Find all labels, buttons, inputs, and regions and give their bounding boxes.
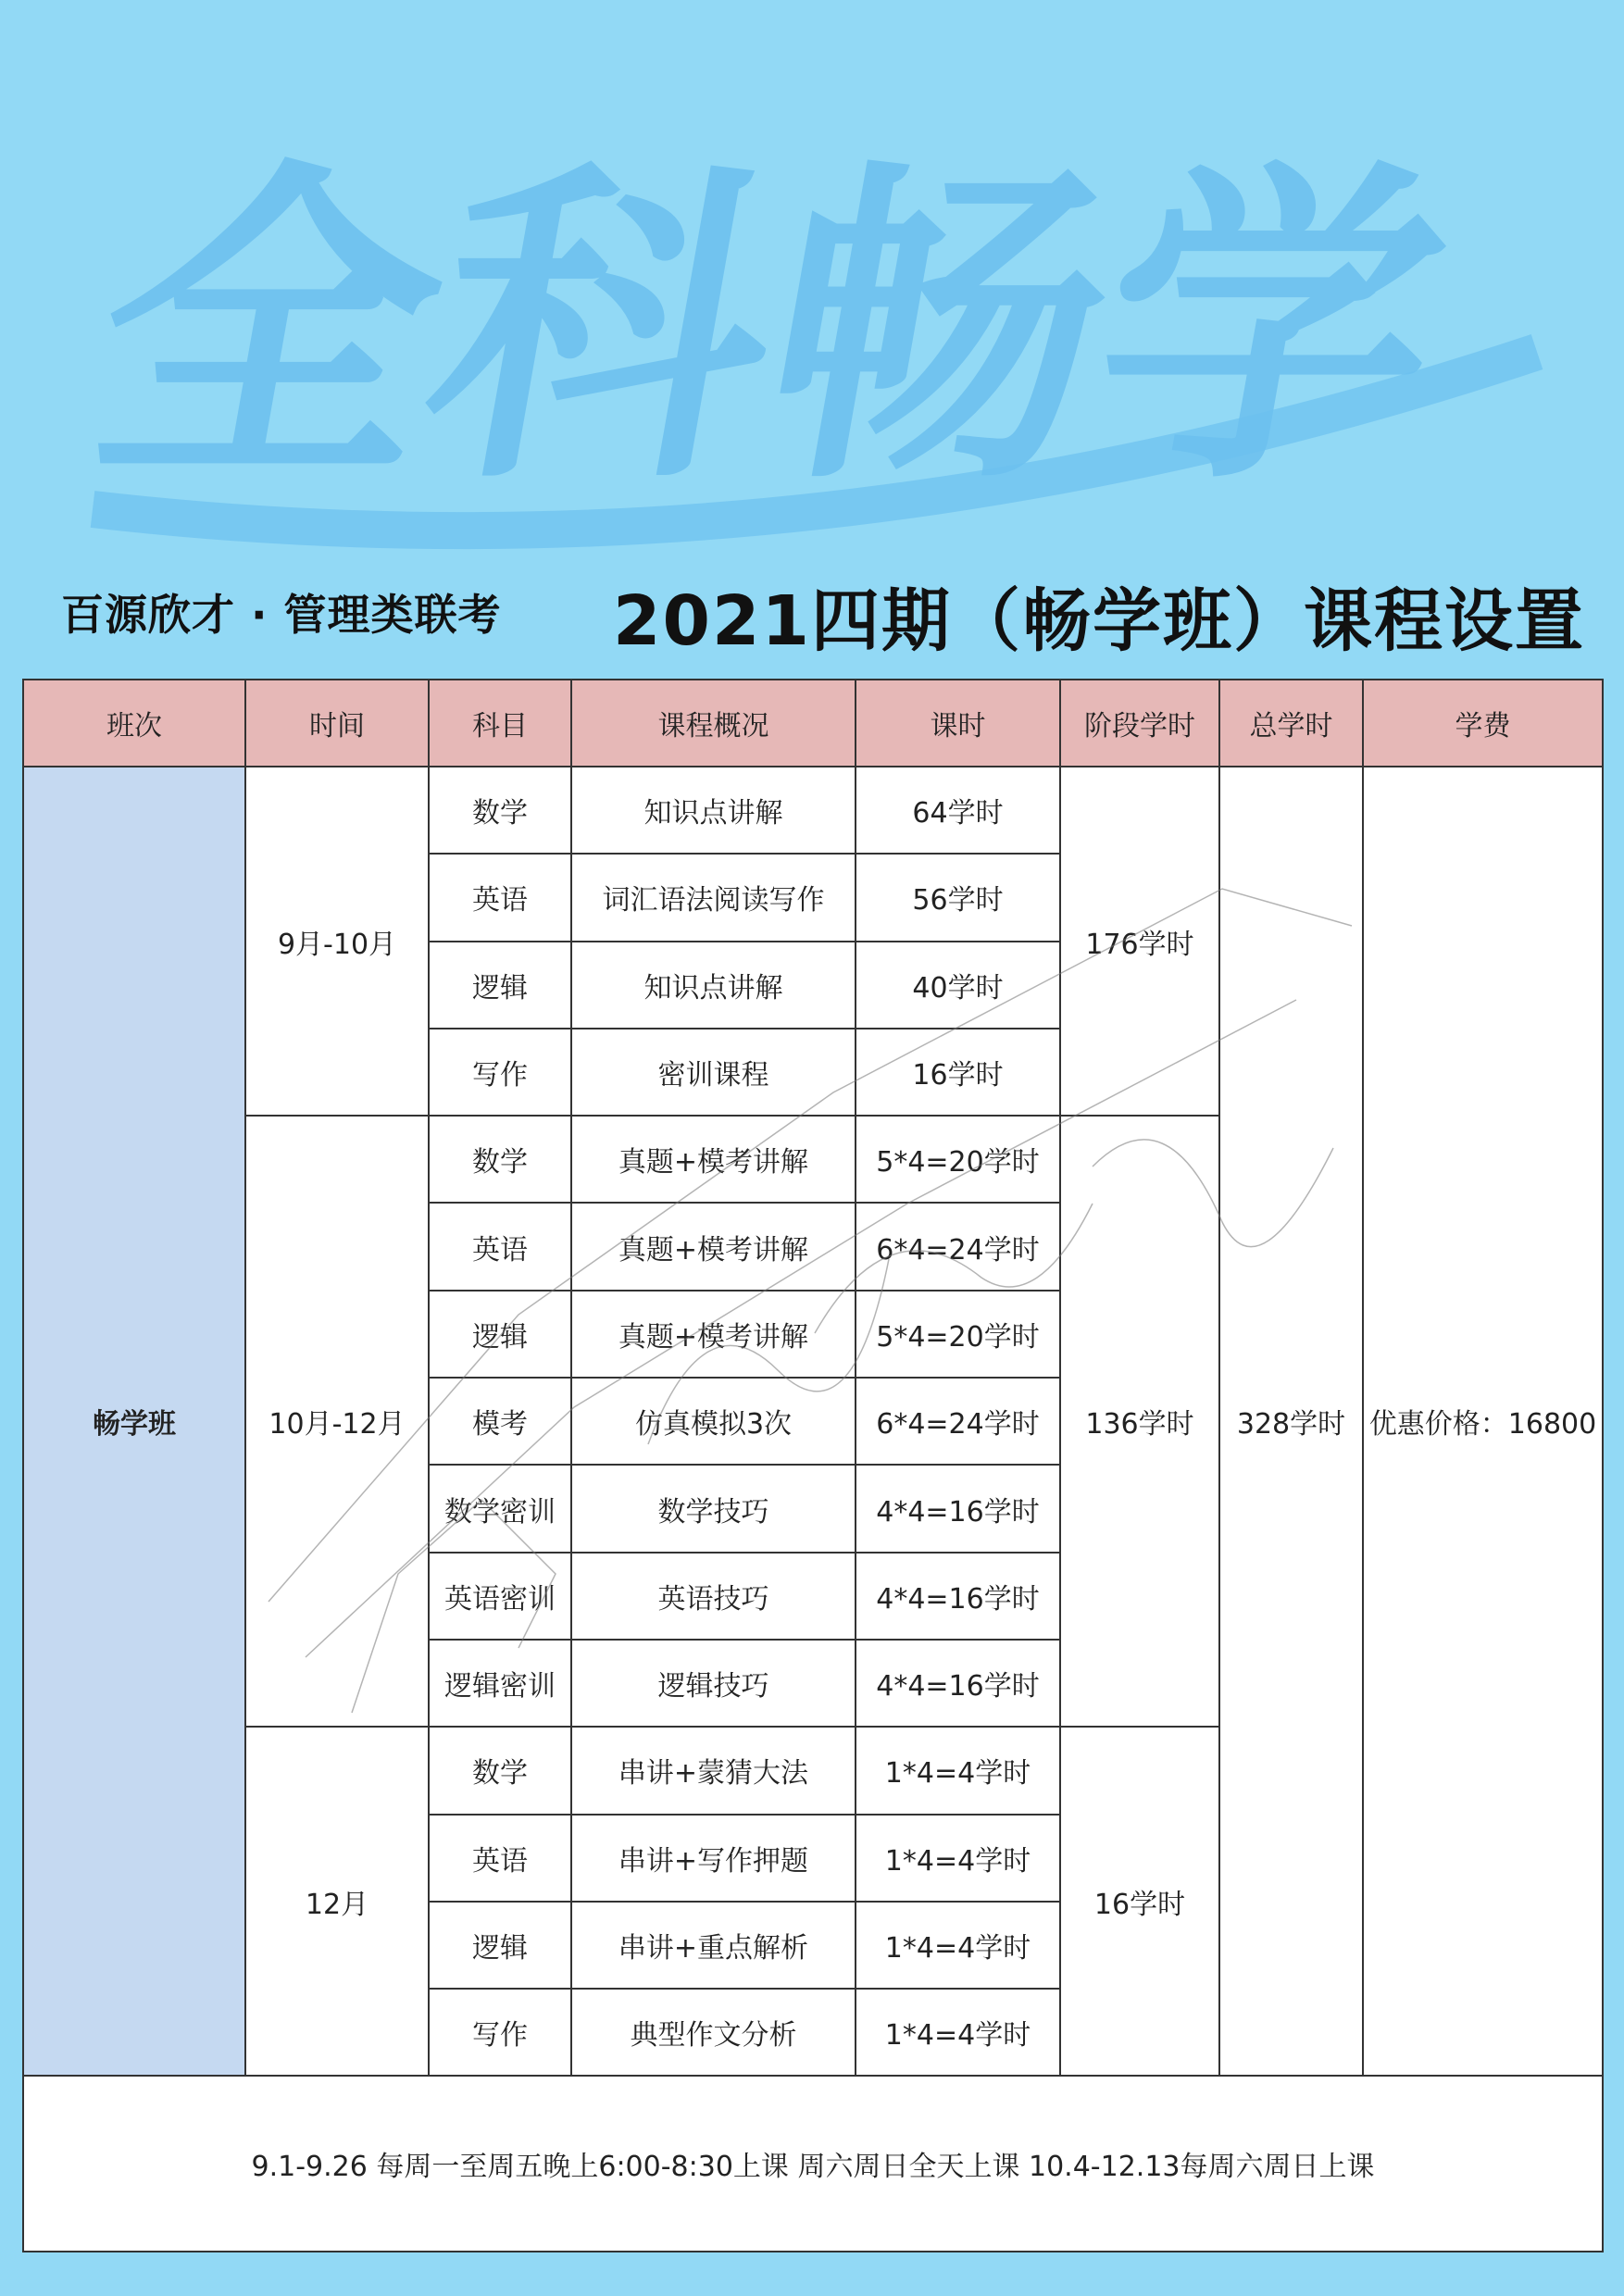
subject-cell: 写作 [429,1989,571,2076]
subject-cell: 逻辑 [429,942,571,1029]
page-title: 2021四期（畅学班）课程设置 [613,581,1585,661]
stage-time-cell: 10月-12月 [245,1116,429,1727]
subject-cell: 数学 [429,767,571,854]
overview-cell: 真题+模考讲解 [571,1116,856,1203]
subject-cell: 英语 [429,1203,571,1290]
hours-cell: 56学时 [856,854,1060,941]
hours-cell: 16学时 [856,1029,1060,1116]
stage-hours-cell: 176学时 [1060,767,1219,1116]
subject-cell: 逻辑 [429,1902,571,1989]
hours-cell: 5*4=20学时 [856,1291,1060,1378]
hours-cell: 4*4=16学时 [856,1553,1060,1640]
subject-cell: 数学 [429,1116,571,1203]
header-row [23,680,1603,767]
hours-cell: 6*4=24学时 [856,1378,1060,1465]
stage-time-cell: 9月-10月 [245,767,429,1116]
watermark-logo [56,74,1574,555]
hours-cell: 1*4=4学时 [856,1989,1060,2076]
org-label: 百源欣才 · 管理类联考 [61,590,502,640]
hours-cell: 1*4=4学时 [856,1815,1060,1902]
col-header: 总学时 [1219,680,1363,767]
overview-cell: 知识点讲解 [571,942,856,1029]
subject-cell: 数学密训 [429,1465,571,1552]
fee-cell: 优惠价格：16800 [1363,767,1603,2076]
subject-cell: 逻辑 [429,1291,571,1378]
hours-cell: 6*4=24学时 [856,1203,1060,1290]
col-header: 阶段学时 [1060,680,1219,767]
hours-cell: 1*4=4学时 [856,1902,1060,1989]
hours-cell: 1*4=4学时 [856,1727,1060,1814]
hours-cell: 64学时 [856,767,1060,854]
col-header: 课程概况 [571,680,856,767]
watermark-text: 全科畅学 [69,134,1471,524]
subject-cell: 写作 [429,1029,571,1116]
col-header: 班次 [23,680,245,767]
table-row [23,767,1603,854]
col-header: 时间 [245,680,429,767]
overview-cell: 英语技巧 [571,1553,856,1640]
overview-cell: 串讲+写作押题 [571,1815,856,1902]
col-header: 科目 [429,680,571,767]
subject-cell: 英语 [429,854,571,941]
overview-cell: 密训课程 [571,1029,856,1116]
overview-cell: 真题+模考讲解 [571,1291,856,1378]
overview-cell: 串讲+蒙猜大法 [571,1727,856,1814]
hours-cell: 5*4=20学时 [856,1116,1060,1203]
subject-cell: 英语 [429,1815,571,1902]
schedule-note: 9.1-9.26 每周一至周五晚上6:00-8:30上课 周六周日全天上课 10.4-12.13每周六周日上课 [23,2076,1603,2252]
total-hours-cell: 328学时 [1219,767,1363,2076]
col-header: 课时 [856,680,1060,767]
overview-cell: 逻辑技巧 [571,1640,856,1727]
class-name-cell: 畅学班 [23,767,245,2076]
stage-hours-cell: 16学时 [1060,1727,1219,2076]
course-table [22,679,1604,2252]
overview-cell: 真题+模考讲解 [571,1203,856,1290]
overview-cell: 典型作文分析 [571,1989,856,2076]
footer-row [23,2076,1603,2252]
overview-cell: 数学技巧 [571,1465,856,1552]
subject-cell: 逻辑密训 [429,1640,571,1727]
stage-time-cell: 12月 [245,1727,429,2076]
hours-cell: 4*4=16学时 [856,1640,1060,1727]
overview-cell: 词汇语法阅读写作 [571,854,856,941]
overview-cell: 串讲+重点解析 [571,1902,856,1989]
subject-cell: 模考 [429,1378,571,1465]
overview-cell: 仿真模拟3次 [571,1378,856,1465]
hours-cell: 40学时 [856,942,1060,1029]
hours-cell: 4*4=16学时 [856,1465,1060,1552]
subject-cell: 英语密训 [429,1553,571,1640]
subject-cell: 数学 [429,1727,571,1814]
col-header: 学费 [1363,680,1603,767]
overview-cell: 知识点讲解 [571,767,856,854]
stage-hours-cell: 136学时 [1060,1116,1219,1727]
